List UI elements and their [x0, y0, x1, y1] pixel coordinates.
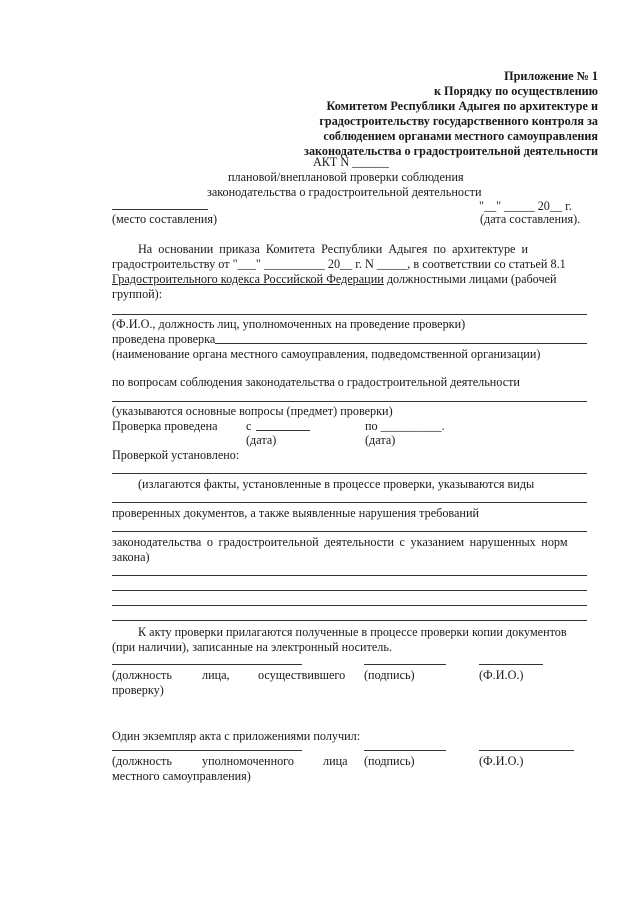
position-caption: осуществившего — [258, 668, 346, 682]
header-line: градостроительству государственного контроля за — [319, 114, 598, 128]
paragraph-line: градостроительству от "___" __________ 20__ г. N _____, в соответствии со статьей 8.1 — [112, 257, 566, 271]
fill-line — [112, 575, 587, 576]
date-caption: (дата составления). — [480, 212, 581, 226]
facts-text: закона) — [112, 550, 150, 564]
fio-line — [479, 750, 574, 751]
date-caption: (дата) — [365, 433, 396, 447]
act-subtitle: законодательства о градостроительной деятельности — [207, 185, 482, 199]
fill-line — [215, 343, 587, 344]
fill-line — [112, 473, 587, 474]
position-caption: местного самоуправления) — [112, 769, 251, 783]
from-date-line — [256, 430, 310, 431]
position-caption: проверку) — [112, 683, 164, 697]
to-label: по __________. — [365, 419, 445, 433]
fill-line — [112, 502, 587, 503]
attachment-text: К акту проверки прилагаются полученные в процессе проверки копии документов — [138, 625, 567, 639]
fio-caption: (Ф.И.О., должность лиц, уполномоченных на проведение проверки) — [112, 317, 466, 331]
appendix-number: Приложение № 1 — [504, 69, 598, 83]
fio-line — [479, 664, 543, 665]
position-caption: (должность — [112, 668, 172, 682]
code-link[interactable]: Градостроительного кодекса Российской Федерации — [112, 272, 384, 286]
date-blank: "__" _____ 20__ г. — [479, 199, 572, 213]
check-label: проведена проверка — [112, 332, 216, 346]
act-subtitle: плановой/внеплановой проверки соблюдения — [228, 170, 464, 184]
facts-text: законодательства о градостроительной деятельности с указанием нарушенных норм — [112, 535, 568, 549]
org-caption: (наименование органа местного самоуправления, подведомственной организации) — [112, 347, 541, 361]
fill-line — [112, 605, 587, 606]
header-line: законодательства о градостроительной деятельности — [304, 144, 598, 158]
paragraph-line — [112, 272, 557, 287]
fill-line — [112, 401, 587, 402]
paragraph-line: На основании приказа Комитета Республики Адыгея по архитектуре и — [138, 242, 529, 256]
position-caption: уполномоченного — [202, 754, 294, 768]
fill-line — [112, 531, 587, 532]
received-label: Один экземпляр акта с приложениями получил: — [112, 729, 361, 743]
position-line — [112, 664, 302, 665]
established-label: Проверкой установлено: — [112, 448, 240, 462]
act-title: АКТ N ______ — [313, 155, 389, 169]
fio-caption: (Ф.И.О.) — [479, 754, 524, 768]
header-line: Комитетом Республики Адыгея по архитектуре и — [326, 99, 598, 113]
fill-line — [112, 590, 587, 591]
date-caption: (дата) — [246, 433, 277, 447]
position-line — [112, 750, 302, 751]
position-caption: (должность — [112, 754, 172, 768]
facts-text: (излагаются факты, установленные в процессе проверки, указываются виды — [138, 477, 535, 491]
questions-text: по вопросам соблюдения законодательства о градостроительной деятельности — [112, 375, 520, 389]
signature-caption: (подпись) — [364, 754, 415, 768]
attachment-text: (при наличии), записанные на электронный носитель. — [112, 640, 392, 654]
position-caption: лица, — [202, 668, 230, 682]
facts-text: проверенных документов, а также выявленные нарушения требований — [112, 506, 479, 520]
header-line: соблюдением органами местного самоуправления — [323, 129, 598, 143]
place-caption: (место составления) — [112, 212, 218, 226]
fill-line — [112, 620, 587, 621]
header-line: к Порядку по осуществлению — [433, 84, 598, 98]
signature-line — [364, 664, 446, 665]
fill-line — [112, 314, 587, 315]
position-caption: лица — [323, 754, 348, 768]
period-label: Проверка проведена — [112, 419, 218, 433]
paragraph-text: должностными лицами (рабочей — [383, 272, 557, 286]
signature-line — [364, 750, 446, 751]
paragraph-line: группой): — [112, 287, 163, 301]
subject-caption: (указываются основные вопросы (предмет) проверки) — [112, 404, 393, 418]
signature-caption: (подпись) — [364, 668, 415, 682]
fio-caption: (Ф.И.О.) — [479, 668, 524, 682]
place-line — [112, 209, 208, 210]
from-label: с — [246, 419, 252, 433]
